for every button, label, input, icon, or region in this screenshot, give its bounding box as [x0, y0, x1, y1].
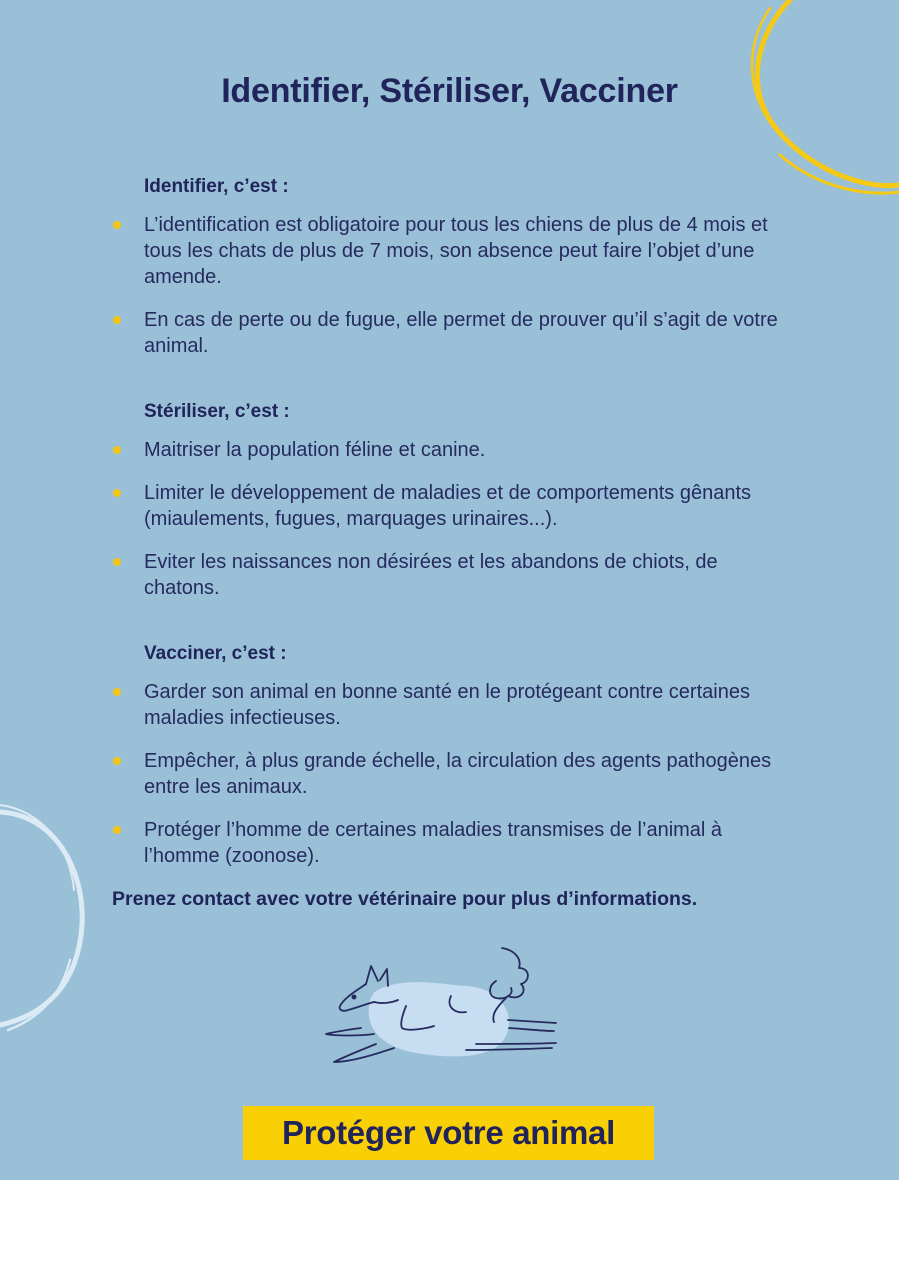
list-item-text: Eviter les naissances non désirées et les abandons de chiots, de chatons.	[144, 551, 718, 599]
bullet-dot-icon	[113, 688, 121, 696]
bullet-dot-icon	[113, 757, 121, 765]
page-title: Identifier, Stériliser, Vacciner	[221, 72, 678, 110]
list-item-text: Garder son animal en bonne santé en le protégeant contre certaines maladies infectieuses.	[144, 681, 750, 729]
bullet-dot-icon	[113, 316, 121, 324]
list-item-text: Protéger l’homme de certaines maladies transmises de l’animal à l’homme (zoonose).	[144, 819, 723, 867]
section-heading: Stériliser, c’est :	[144, 401, 290, 422]
section-heading: Vacciner, c’est :	[144, 643, 287, 664]
bullet-dot-icon	[113, 221, 121, 229]
bullet-dot-icon	[113, 489, 121, 497]
bullet-dot-icon	[113, 446, 121, 454]
bullet-list	[0, 212, 899, 376]
list-item-text: Limiter le développement de maladies et de comportements gênants (miaulements, fugues, marquages urinaires...).	[144, 482, 752, 530]
list-item-text: Empêcher, à plus grande échelle, la circulation des agents pathogènes entre les animaux.	[144, 750, 772, 798]
bullet-list	[0, 679, 899, 886]
list-item	[0, 212, 794, 290]
flying-dog-icon	[316, 936, 566, 1071]
protect-animal-banner	[243, 1106, 654, 1160]
bullet-dot-icon	[113, 558, 121, 566]
contact-note: Prenez contact avec votre vétérinaire pour plus d’informations.	[112, 888, 698, 910]
list-item	[0, 817, 794, 869]
bullet-list	[0, 437, 899, 618]
section-heading: Identifier, c’est :	[144, 176, 289, 197]
list-item-text: En cas de perte ou de fugue, elle permet de prouver qu’il s’agit de votre animal.	[144, 309, 778, 357]
list-item	[0, 549, 794, 601]
list-item-text: Maitriser la population féline et canine.	[144, 439, 486, 461]
list-item	[0, 679, 794, 731]
list-item	[0, 480, 794, 532]
list-item	[0, 307, 794, 359]
bullet-dot-icon	[113, 826, 121, 834]
list-item	[0, 437, 794, 463]
list-item-text: L’identification est obligatoire pour tous les chiens de plus de 4 mois et tous les chats de plus de 7 mois, son absence peut faire l’objet d’une amende.	[144, 214, 768, 288]
list-item	[0, 748, 794, 800]
banner-label: Protéger votre animal	[282, 1114, 615, 1151]
